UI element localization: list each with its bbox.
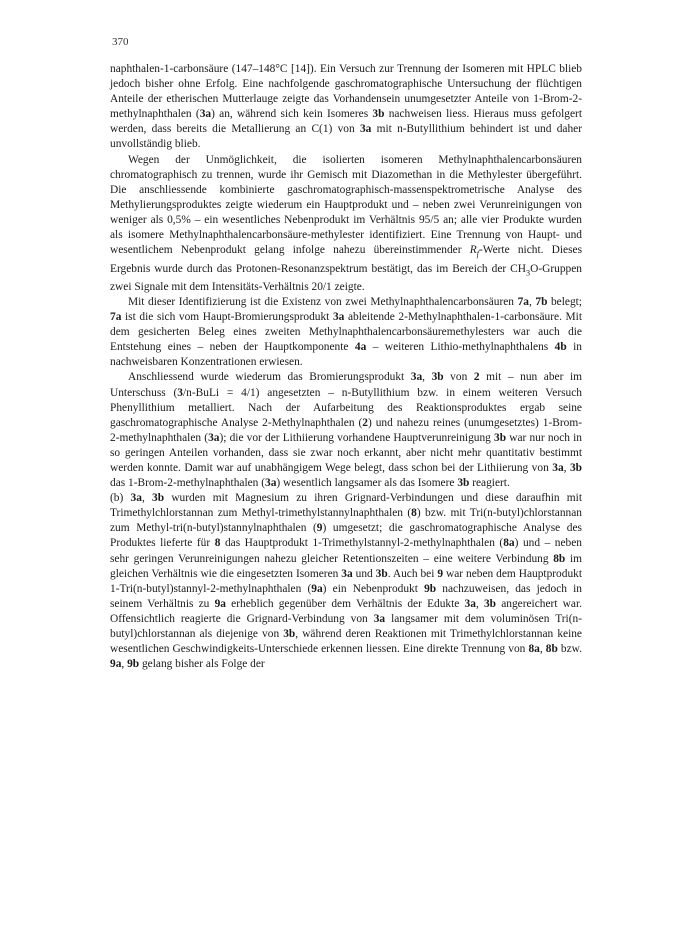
compound-label: 9a (110, 658, 122, 671)
text-run: , (475, 597, 484, 610)
compound-label: 9a (214, 597, 226, 610)
compound-label: 3b (494, 431, 507, 444)
text-run: das 1-Brom-2-methylnaphthalen ( (110, 477, 265, 490)
compound-label: 3a (464, 597, 476, 610)
compound-label: 4a (354, 341, 367, 354)
paragraph-p3 (110, 295, 582, 370)
text-run: erheblich gegenüber dem Verhältnis der Edukte (225, 597, 465, 610)
text-run: von (443, 371, 474, 384)
text-run: Wegen der Unmöglichkeit, die isolierten isomeren Methylnaphthalencarbonsäuren chromatographisch zu trennen, wurde ihr Gemisch mit Diazomethan in die Methylester übergeführt. Die anschliessende kombinierte gaschromatographisch-massenspektrometrische Analyse des Methylierungsproduktes zeigte wiederum ein Hauptprodukt und – neben zwei Verunreinigungen von weniger als 0,5% – ein wesentliches Nebenprodukt im Verhältnis 95/5 an; alle vier Produkte wurden als isomere Methylnaphthalencarbonsäure-methylester identifiziert. Eine Trennung von Haupt- und wesentlichem Nebenprodukt gelang infolge nahezu übereinstimmender (110, 153, 582, 257)
compound-label: 7b (535, 295, 548, 308)
compound-label: 3b (483, 597, 497, 610)
paragraph-p2 (110, 153, 582, 295)
text-run: , (563, 462, 570, 474)
text-run: f (476, 249, 479, 259)
compound-label: 4b (554, 341, 567, 354)
text-run: ist die sich vom Haupt-Bromierungsprodukt (121, 311, 333, 324)
compound-label: 2 (473, 371, 480, 384)
compound-label: 7a (517, 295, 529, 308)
compound-label: 3a (199, 108, 212, 121)
text-run: ); die vor der Lithiierung vorhandene Hauptverunreinigung (219, 431, 495, 444)
body-text (110, 62, 582, 672)
compound-label: 8a (528, 643, 540, 656)
text-run: ) umgesetzt; die gaschromatographische Analyse des Produktes lieferte für (110, 522, 582, 550)
page-number: 370 (112, 36, 129, 48)
text-run: ) und nahezu reines (unumgesetztes) 1-Brom-2-methylnaphthalen ( (110, 416, 582, 444)
compound-label: 9 (316, 522, 323, 535)
compound-label: 3b (283, 628, 296, 641)
text-run: ) an, während sich kein Isomeres (211, 108, 373, 121)
text-run: mit n-Butyllithium behindert ist und daher unvollständig blieb. (110, 123, 583, 151)
text-run: R (469, 244, 477, 257)
paragraph-p1 (110, 62, 582, 153)
text-run: bzw. (557, 643, 582, 656)
text-run: war neben dem Hauptprodukt 1-Tri(n-butyl)stannyl-2-methylnaphthalen ( (110, 567, 583, 595)
text-run: , (422, 371, 432, 384)
compound-label: 8 (411, 507, 417, 520)
text-run: und (352, 567, 376, 580)
text-run: , (528, 295, 536, 308)
text-run: wurden mit Magnesium zu ihren Grignard-Verbindungen und diese daraufhin mit Trimethylchlorstannan zum Methyl-trimethylstannylnaphthalen ( (110, 492, 583, 520)
text-run: mit – nun aber im Unterschuss ( (110, 371, 582, 399)
compound-label: 9 (437, 567, 444, 580)
compound-label: 3b (457, 477, 470, 490)
text-run: in nachweisbaren Konzentrationen erwiesen. (110, 341, 582, 369)
text-run: , (141, 492, 153, 505)
compound-label: 3 (177, 386, 183, 399)
compound-label: 3a (552, 462, 564, 474)
text-run: belegt; (547, 295, 582, 308)
text-run: (b) (110, 492, 131, 505)
compound-label: 3a (265, 477, 277, 490)
compound-label: 3a (359, 123, 372, 136)
compound-label: 3b (569, 462, 582, 474)
compound-label: 8b (553, 552, 566, 565)
text-run: im gleichen Verhältnis wie die eingesetzten Isomeren (110, 552, 582, 580)
compound-label: 3b (375, 567, 388, 580)
text-run: . Auch bei (387, 567, 438, 580)
text-run: Mit dieser Identifizierung ist die Existenz von zwei Methylnaphthalencarbonsäuren (128, 295, 518, 308)
text-run: nachweisen liess. Hieraus muss gefolgert werden, dass bereits die Metallierung an C(1) von (110, 108, 582, 136)
text-run: 3 (526, 267, 531, 277)
text-run: langsamer mit dem voluminösen Tri(n-butyl)chlorstannan als diejenige von (110, 612, 582, 641)
paragraph-p5 (110, 491, 582, 672)
paragraph-p4 (110, 370, 582, 491)
text-run: ) wesentlich langsamer als das Isomere (276, 477, 458, 490)
compound-label: 3a (130, 492, 142, 505)
text-run: ) ein Nebenprodukt (322, 582, 425, 595)
text-run: , (539, 643, 546, 656)
text-run: /n-BuLi = 4/1) angesetzten – n-Butyllithium bzw. in einem weiteren Versuch Phenyllithium metalliert. Nach der Aufarbeitung des Reaktionsproduktes ergab seine gaschromatographische Analyse 2-Methylnaphthalen ( (110, 386, 582, 429)
text-run: gelang bisher als Folge der (139, 658, 265, 671)
text-run: -Werte nicht. Dieses Ergebnis wurde durch das Protonen-Resonanzspektrum bestätigt, das im Bereich der CH (110, 244, 583, 275)
text-run: ) und – neben sehr geringen Verunreinigungen nahezu gleicher Retentionszeiten – eine weitere Verbindung (110, 537, 582, 565)
text-run: ) bzw. mit Tri(n-butyl)chlorstannan zum Methyl-tri(n-butyl)stannylnaphthalen ( (110, 507, 582, 535)
compound-label: 3b (431, 371, 444, 384)
text-run: Anschliessend wurde wiederum das Bromierungsprodukt (128, 371, 411, 384)
compound-label: 8 (214, 537, 221, 550)
compound-label: 3a (332, 311, 345, 324)
compound-label: 9a (311, 582, 323, 595)
compound-label: 3a (373, 612, 386, 625)
compound-label: 7a (110, 311, 122, 324)
compound-label: 3b (372, 108, 385, 121)
text-run: das Hauptprodukt 1-Trimethylstannyl-2-methylnaphthalen ( (220, 537, 504, 550)
compound-label: 8a (503, 537, 515, 550)
text-run: , (121, 658, 128, 671)
text-run: , während deren Reaktionen mit Trimethylchlorstannan keine wesentlichen Geschwindigkeits-Unterschiede erkennen liessen. Eine direkte Trennung von (110, 628, 582, 656)
compound-label: 3b (152, 492, 165, 505)
text-run: reagiert. (469, 477, 510, 490)
text-run: – weiteren Lithio-methylnaphthalens (366, 341, 555, 354)
text-run: war nur noch in so geringen Anteilen vorhanden, dass sie zwar noch erkannt, aber nicht mehr quantitativ bestimmt werden konnte. Damit war auf unabhängigem Wege belegt, dass schon bei der Lithiierung von (110, 431, 582, 474)
compound-label: 3a (208, 431, 220, 444)
compound-label: 3a (410, 371, 423, 384)
text-run: naphthalen-1-carbonsäure (147–148°C [14]). Ein Versuch zur Trennung der Isomeren mit HPLC blieb jedoch bisher ohne Erfolg. Eine nachfolgende gaschromatographische Untersuchung der flüchtigen Anteile der etherischen Mutterlauge zeigte das Vorhandensein unumgesetzter Anteile von 1-Brom-2-methylnaphthalen ( (110, 63, 582, 121)
text-run: angereichert war. Offensichtlich reagierte die Grignard-Verbindung von (110, 597, 582, 625)
text-run: nachzuweisen, das jedoch in seinem Verhältnis zu (110, 582, 582, 610)
text-run: ableitende 2-Methylnaphthalen-1-carbonsäure. Mit dem gesicherten Beleg eines zweiten Methylnaphthalencarbonsäuremethylesters war auch die Entstehung eines – neben der Hauptkomponente (110, 311, 582, 354)
text-run: O-Gruppen zwei Signale mit dem Intensitäts-Verhältnis 20/1 zeigte. (110, 262, 582, 293)
compound-label: 9b (127, 658, 140, 671)
compound-label: 8b (545, 643, 558, 656)
compound-label: 2 (362, 416, 368, 429)
compound-label: 3a (341, 567, 353, 580)
compound-label: 9b (424, 582, 437, 595)
